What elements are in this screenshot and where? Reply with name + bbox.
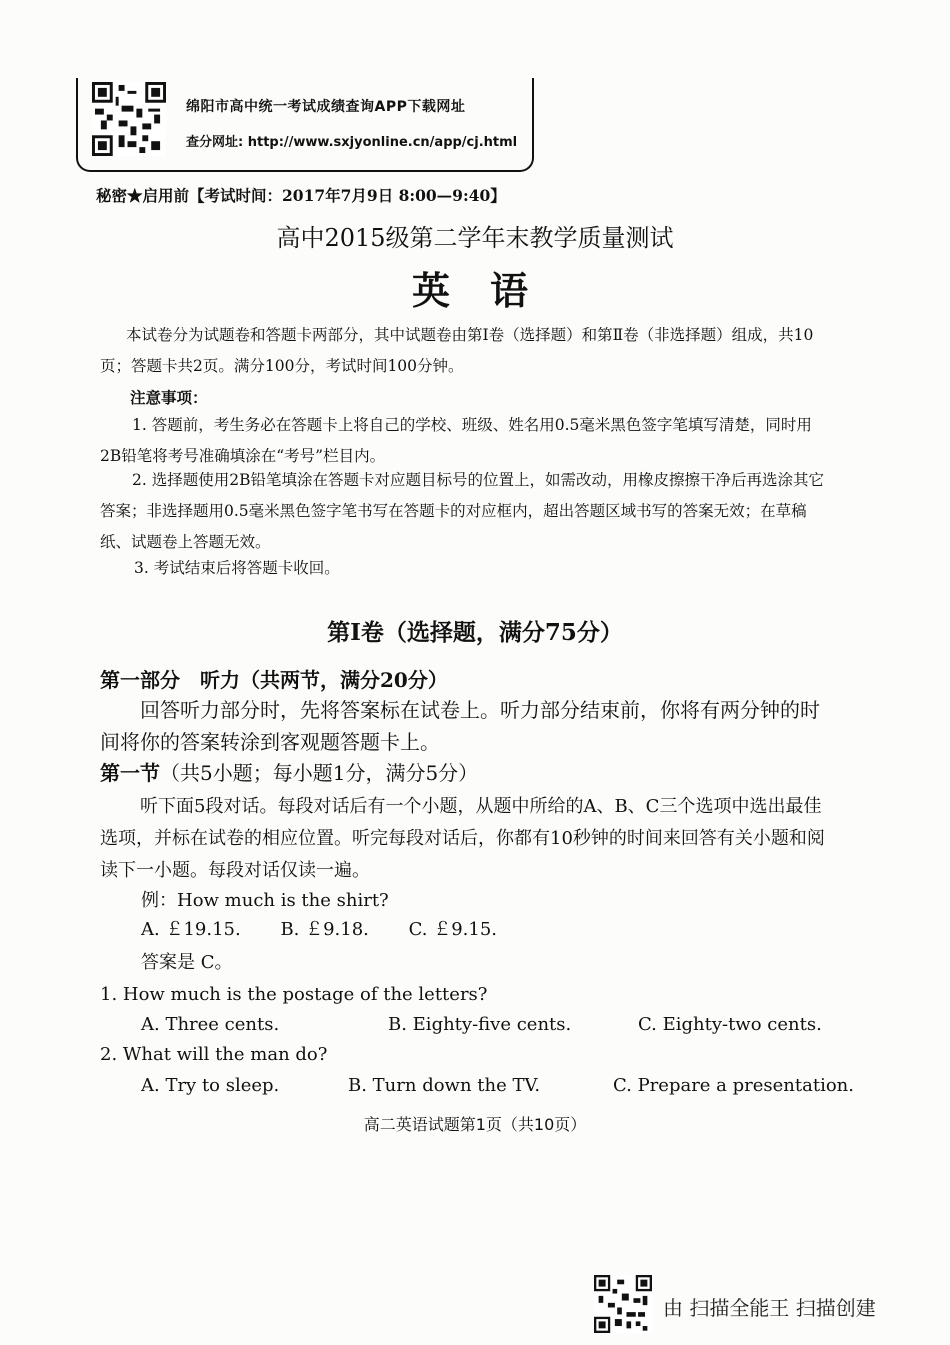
section1-description: 回答听力部分时，先将答案标在试卷上。听力部分结束前，你将有两分钟的时间将你的答案转涂到客观题答题卡上。 [100, 698, 820, 754]
example-answer: 答案是 C。 [141, 952, 233, 973]
question-2-stem: 2. What will the man do? [100, 1044, 328, 1065]
example-option-b: B. ￡9.18. [280, 919, 369, 940]
qr-code-icon [92, 82, 166, 156]
example-option-c: C. ￡9.15. [408, 919, 498, 940]
banner-score-url-text: 查分网址: http://www.sxjyonline.cn/app/cj.html [186, 135, 518, 150]
exam-title: 英语 [411, 268, 568, 313]
example-option-a: A. ￡19.15. [141, 919, 241, 940]
scanner-watermark-text: 由 扫描全能王 扫描创建 [663, 1296, 876, 1320]
confidential-exam-time: 秘密★启用前【考试时间：2017年7月9日 8:00—9:40】 [96, 186, 506, 205]
page-footer: 高二英语试题第1页（共10页） [363, 1115, 587, 1134]
node1-description: 听下面5段对话。每段对话后有一个小题，从题中所给的A、B、C三个选项中选出最佳选项，并标在试卷的相应位置。听完每段对话后，你都有10秒钟的时间来回答有关小题和阅读下一小题。每段对话仅读一遍。 [100, 796, 825, 881]
node1-heading [100, 757, 478, 789]
question-2-option-a: A. Try to sleep. [141, 1075, 280, 1096]
question-1-option-b: B. Eighty-five cents. [388, 1014, 572, 1035]
notes-heading: 注意事项： [130, 388, 208, 407]
note-item: 2. 选择题使用2B铅笔填涂在答题卡对应题目标号的位置上，如需改动，用橡皮擦擦干净后再选涂其它答案；非选择题用0.5毫米黑色签字笔书写在答题卡的对应框内，超出答题区域书写的答案无效；在草稿纸、试题卷上答题无效。 [100, 471, 824, 551]
question-2-option-c: C. Prepare a presentation. [613, 1075, 854, 1096]
question-1-stem: 1. How much is the postage of the letters? [100, 984, 488, 1005]
exam-subtitle: 高中2015级第二学年末教学质量测试 [276, 224, 674, 252]
node1-label: 第一节 [100, 761, 160, 785]
exam-intro: 本试卷分为试题卷和答题卡两部分，其中试题卷由第Ⅰ卷（选择题）和第Ⅱ卷（非选择题）组成，共10页；答题卡共2页。满分100分，考试时间100分钟。 [100, 326, 814, 375]
question-1-option-c: C. Eighty-two cents. [638, 1014, 822, 1035]
question-1-option-a: A. Three cents. [141, 1014, 280, 1035]
section1-heading: 第一部分 听力（共两节，满分20分） [100, 668, 448, 692]
note-item: 3. 考试结束后将答题卡收回。 [134, 559, 340, 577]
example-question: 例：How much is the shirt? [141, 890, 389, 911]
part1-title: 第Ⅰ卷（选择题，满分75分） [327, 619, 623, 646]
note-item: 1. 答题前，考生务必在答题卡上将自己的学校、班级、姓名用0.5毫米黑色签字笔填写清楚，同时用2B铅笔将考号准确填涂在“考号”栏目内。 [100, 416, 812, 465]
banner-app-download-text: 绵阳市高中统一考试成绩查询APP下载网址 [186, 99, 466, 115]
node1-rules: （共5小题；每小题1分，满分5分） [160, 761, 479, 785]
question-2-option-b: B. Turn down the TV. [348, 1075, 541, 1096]
example-options [141, 915, 531, 945]
scanner-qr-icon [594, 1275, 652, 1333]
